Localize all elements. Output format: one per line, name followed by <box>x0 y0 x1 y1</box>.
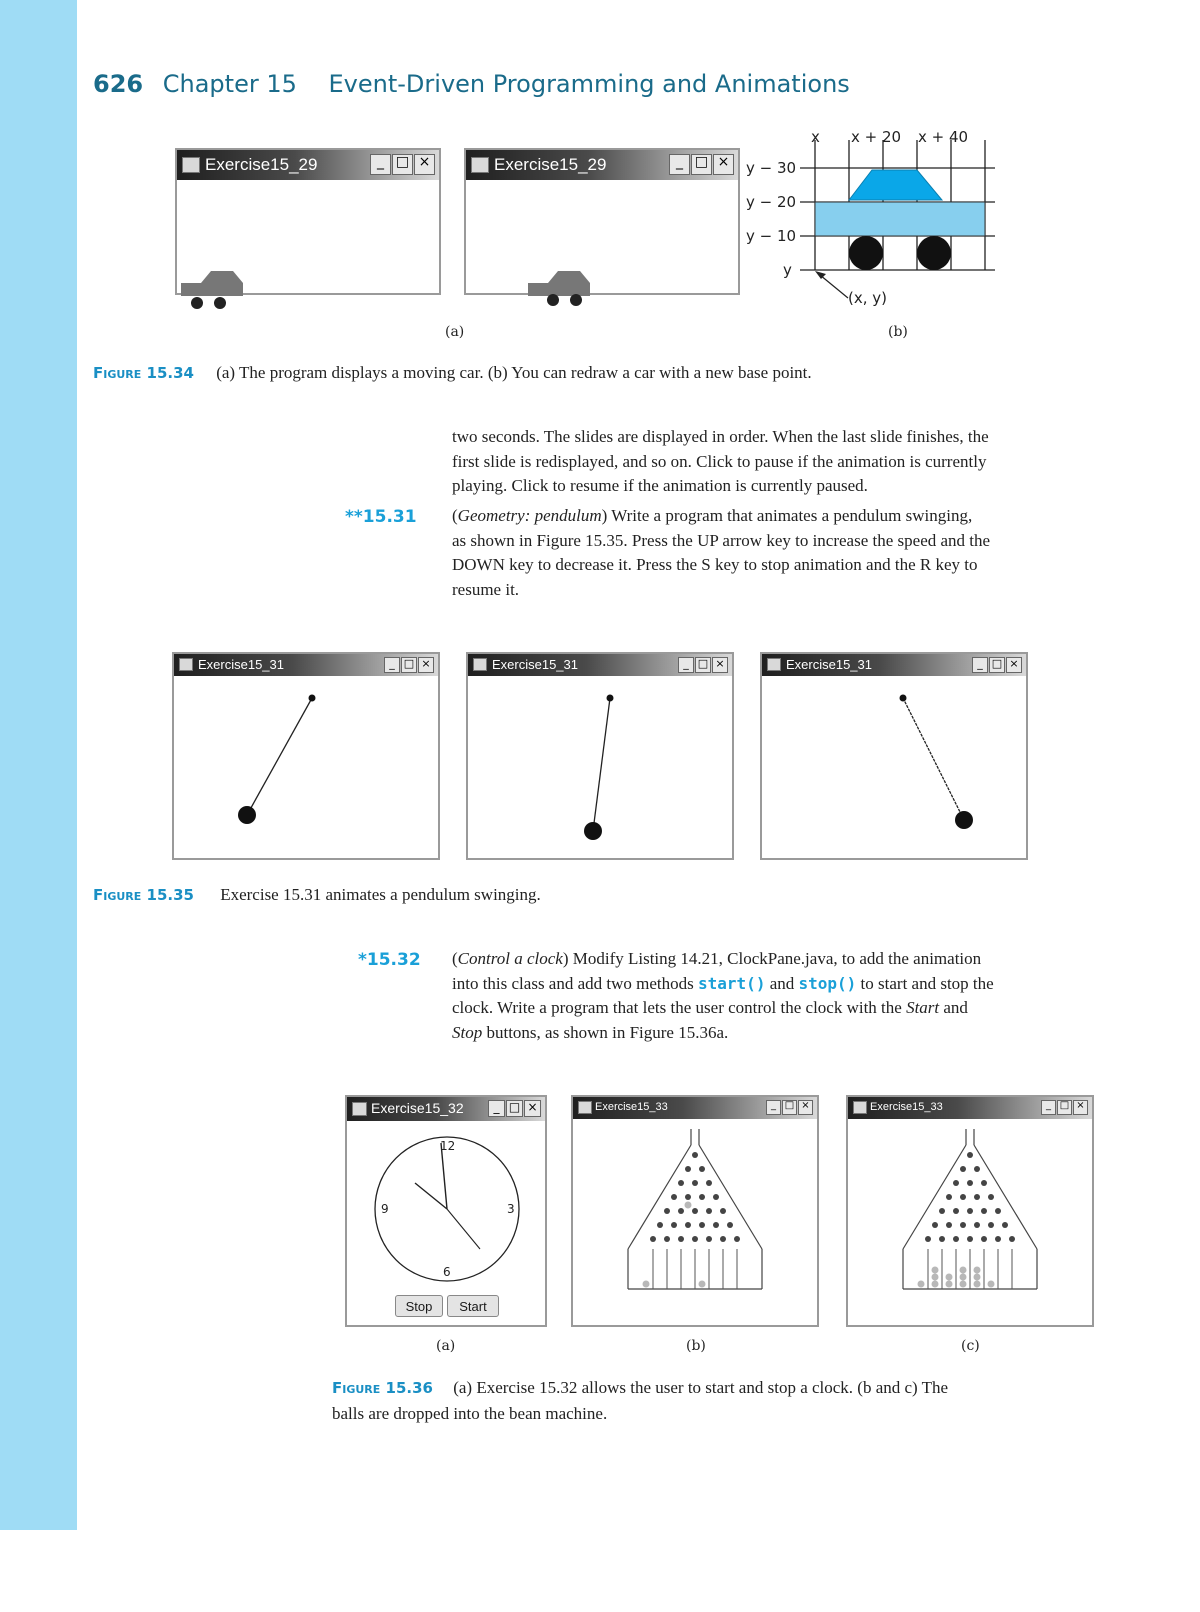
ball <box>918 1281 925 1288</box>
text-word: and <box>769 973 795 993</box>
exercise-text: (Control a clock) Modify Listing 14.21, ClockPane.java, to add the animation into this class and add two methods start() and stop() to start and stop the clock. Write a program that lets the user control the clock with the Start and Stop buttons, as shown in Figure 15.36a. <box>452 949 994 1042</box>
text-line: as shown in Figure 15.35. Press the UP arrow key to increase the speed and the <box>452 530 991 550</box>
minimize-icon[interactable]: _ <box>488 1100 505 1117</box>
title-bar <box>468 654 732 676</box>
ball <box>685 1202 692 1209</box>
funnel-wall <box>974 1145 1037 1249</box>
peg <box>988 1222 994 1228</box>
text-line: resume it. <box>452 579 520 599</box>
maximize-icon[interactable]: □ <box>506 1100 523 1117</box>
figure-label: Figure 15.35 <box>93 886 194 904</box>
close-icon[interactable]: × <box>1073 1100 1088 1115</box>
peg <box>692 1180 698 1186</box>
peg <box>720 1208 726 1214</box>
car-wheel <box>547 294 559 306</box>
clock-number-9: 9 <box>381 1202 389 1216</box>
car-wheel <box>570 294 582 306</box>
peg <box>699 1166 705 1172</box>
text-line: to start and stop the <box>860 973 994 993</box>
peg <box>967 1152 973 1158</box>
peg <box>671 1194 677 1200</box>
caption-text: (a) Exercise 15.32 allows the user to start and stop a clock. (b and c) The <box>453 1378 949 1397</box>
exercise-number: **15.31 <box>345 507 417 527</box>
peg <box>685 1222 691 1228</box>
label-y30: y − 30 <box>746 159 797 177</box>
close-icon[interactable]: × <box>524 1100 541 1117</box>
bean-machine-canvas <box>848 1119 1092 1325</box>
pendulum-rod <box>247 698 312 815</box>
car-window-1 <box>175 148 441 295</box>
car-body <box>815 202 985 236</box>
text-word: and <box>943 998 968 1017</box>
ball <box>974 1274 981 1281</box>
clock-number-6: 6 <box>443 1265 451 1279</box>
peg <box>678 1236 684 1242</box>
subfigure-label: (b) <box>686 1338 706 1354</box>
pendulum-canvas <box>174 676 438 858</box>
label-y20: y − 20 <box>746 193 797 211</box>
peg <box>939 1208 945 1214</box>
title-bar <box>174 654 438 676</box>
app-icon <box>179 658 193 671</box>
figure-caption <box>93 363 812 383</box>
close-icon[interactable]: × <box>713 154 734 175</box>
peg <box>734 1236 740 1242</box>
pendulum-window-1 <box>172 652 440 860</box>
close-icon[interactable]: × <box>418 657 434 673</box>
pendulum-bob <box>238 806 256 824</box>
pendulum-pivot <box>607 695 614 702</box>
car-body <box>528 283 590 296</box>
subfigure-label: (a) <box>436 1338 456 1354</box>
text-line: Modify Listing 14.21, ClockPane.java, to add the animation <box>572 949 982 968</box>
pendulum-canvas <box>468 676 732 858</box>
window-title: Exercise15_31 <box>198 657 284 672</box>
ball <box>946 1274 953 1281</box>
car-base-point-diagram <box>746 128 1070 320</box>
minimize-icon[interactable]: _ <box>972 657 988 673</box>
window-title: Exercise15_29 <box>494 155 607 174</box>
peg <box>974 1166 980 1172</box>
label-x: x <box>811 128 820 146</box>
funnel-wall <box>628 1145 691 1249</box>
pendulum-bob <box>955 811 973 829</box>
peg <box>981 1180 987 1186</box>
funnel-wall <box>903 1145 966 1249</box>
ball <box>974 1267 981 1274</box>
ball <box>960 1281 967 1288</box>
peg <box>706 1180 712 1186</box>
text-line: playing. Click to resume if the animation is currently paused. <box>452 476 868 495</box>
ball <box>946 1281 953 1288</box>
car-wheel <box>191 297 203 309</box>
minimize-icon[interactable]: _ <box>370 154 391 175</box>
close-icon[interactable]: × <box>798 1100 813 1115</box>
title-bar <box>573 1097 817 1119</box>
app-icon <box>767 658 781 671</box>
window-title: Exercise15_32 <box>371 1100 464 1116</box>
label-y: y <box>783 261 792 279</box>
start-button[interactable]: Start <box>447 1295 499 1317</box>
peg <box>713 1194 719 1200</box>
app-icon <box>853 1101 867 1114</box>
car-window-2 <box>464 148 740 295</box>
peg <box>657 1222 663 1228</box>
pendulum-pivot <box>900 695 907 702</box>
peg <box>981 1208 987 1214</box>
ball <box>932 1267 939 1274</box>
clock-number-12: 12 <box>440 1139 456 1153</box>
peg <box>953 1208 959 1214</box>
peg <box>678 1208 684 1214</box>
hour-hand <box>415 1183 447 1209</box>
app-icon <box>473 658 487 671</box>
ball <box>974 1281 981 1288</box>
app-icon <box>578 1101 592 1114</box>
pendulum-rod <box>903 698 964 820</box>
peg <box>967 1180 973 1186</box>
figure-caption <box>332 1375 948 1427</box>
peg <box>685 1166 691 1172</box>
peg <box>953 1236 959 1242</box>
peg <box>1009 1236 1015 1242</box>
window-title: Exercise15_33 <box>870 1101 943 1113</box>
label-x40: x + 40 <box>918 128 969 146</box>
car-wheel <box>849 236 883 270</box>
chapter-title: Event-Driven Programming and Animations <box>328 70 850 98</box>
paragraph <box>452 425 989 499</box>
text-word: Stop <box>452 1022 483 1042</box>
peg <box>664 1208 670 1214</box>
window-title: Exercise15_29 <box>205 155 318 174</box>
subfigure-label: (b) <box>888 324 908 340</box>
close-icon[interactable]: × <box>712 657 728 673</box>
text-word: Start <box>906 998 940 1017</box>
text-line: into this class and add two methods <box>452 973 694 993</box>
peg <box>960 1222 966 1228</box>
peg <box>727 1222 733 1228</box>
text-line: first slide is redisplayed, and so on. Click to pause if the animation is currently <box>452 451 987 471</box>
title-bar <box>347 1097 545 1121</box>
peg <box>988 1194 994 1200</box>
window-title: Exercise15_33 <box>595 1101 668 1113</box>
exercise-text: (Geometry: pendulum) Write a program that animates a pendulum swinging, as shown in Figure 15.35. Press the UP arrow key to increase the speed and the DOWN key to decrease it. Press the S key to stop animation and the R key to resume it. <box>452 504 990 602</box>
maximize-icon[interactable]: □ <box>695 657 711 673</box>
maximize-icon[interactable]: □ <box>691 154 712 175</box>
app-icon <box>352 1102 367 1116</box>
peg <box>720 1236 726 1242</box>
window-title: Exercise15_31 <box>786 657 872 672</box>
peg <box>713 1222 719 1228</box>
caption-text: balls are dropped into the bean machine. <box>332 1404 608 1423</box>
maximize-icon[interactable]: □ <box>782 1100 797 1115</box>
peg <box>706 1236 712 1242</box>
bean-machine-window-c <box>846 1095 1094 1327</box>
figure-caption <box>93 885 541 905</box>
minimize-icon[interactable]: _ <box>1041 1100 1056 1115</box>
peg <box>995 1208 1001 1214</box>
peg <box>1002 1222 1008 1228</box>
peg <box>953 1180 959 1186</box>
subfigure-label: (a) <box>445 324 465 340</box>
pendulum-bob <box>584 822 602 840</box>
maximize-icon[interactable]: □ <box>989 657 1005 673</box>
ball <box>960 1274 967 1281</box>
side-band <box>0 0 77 1530</box>
text-line: DOWN key to decrease it. Press the S key to stop animation and the R key to <box>452 555 978 574</box>
peg <box>974 1194 980 1200</box>
peg <box>925 1236 931 1242</box>
pendulum-pivot <box>309 695 316 702</box>
maximize-icon[interactable]: □ <box>1057 1100 1072 1115</box>
label-base-point: (x, y) <box>848 289 887 307</box>
label-y10: y − 10 <box>746 227 797 245</box>
peg <box>946 1222 952 1228</box>
bean-machine-window-b <box>571 1095 819 1327</box>
funnel-wall <box>699 1145 762 1249</box>
peg <box>692 1152 698 1158</box>
app-icon <box>471 157 489 173</box>
peg <box>671 1222 677 1228</box>
app-icon <box>182 157 200 173</box>
ball <box>932 1274 939 1281</box>
peg <box>692 1208 698 1214</box>
maximize-icon[interactable]: □ <box>401 657 417 673</box>
text-line: Write a program that animates a pendulum swinging, <box>611 506 973 525</box>
figure-label: Figure 15.34 <box>93 364 194 382</box>
peg <box>692 1236 698 1242</box>
peg <box>699 1194 705 1200</box>
car-wheel <box>214 297 226 309</box>
peg <box>960 1194 966 1200</box>
peg <box>678 1180 684 1186</box>
title-bar <box>466 150 738 180</box>
ball <box>699 1281 706 1288</box>
car-wheel <box>917 236 951 270</box>
close-icon[interactable]: × <box>1006 657 1022 673</box>
chapter-label: Chapter 15 <box>162 70 297 98</box>
clock-window <box>345 1095 547 1327</box>
peg <box>967 1236 973 1242</box>
window-title: Exercise15_31 <box>492 657 578 672</box>
pendulum-window-2 <box>466 652 734 860</box>
pendulum-window-3 <box>760 652 1028 860</box>
peg <box>995 1236 1001 1242</box>
text-line: two seconds. The slides are displayed in order. When the last slide finishes, the <box>452 427 989 446</box>
pendulum-canvas <box>762 676 1026 858</box>
ball <box>988 1281 995 1288</box>
title-bar <box>177 150 439 180</box>
close-icon[interactable]: × <box>414 154 435 175</box>
peg <box>967 1208 973 1214</box>
title-bar <box>762 654 1026 676</box>
second-hand <box>447 1209 480 1249</box>
page-header <box>93 70 850 98</box>
peg <box>974 1222 980 1228</box>
minimize-icon[interactable]: _ <box>766 1100 781 1115</box>
minimize-icon[interactable]: _ <box>678 657 694 673</box>
peg <box>939 1236 945 1242</box>
car-canvas <box>466 180 738 293</box>
peg <box>650 1236 656 1242</box>
peg <box>699 1222 705 1228</box>
ball <box>960 1267 967 1274</box>
pendulum-rod <box>593 698 610 831</box>
exercise-topic: Geometry: pendulum <box>457 506 602 525</box>
pointer-arrow <box>820 275 848 298</box>
car-roof <box>548 271 590 283</box>
page-number: 626 <box>93 70 144 98</box>
car-roof <box>849 170 942 200</box>
exercise-number: *15.32 <box>358 950 421 970</box>
exercise-topic: Control a clock <box>457 949 563 968</box>
peg <box>960 1166 966 1172</box>
caption-text: Exercise 15.31 animates a pendulum swinging. <box>220 885 541 904</box>
subfigure-label: (c) <box>961 1338 980 1354</box>
peg <box>706 1208 712 1214</box>
title-bar <box>848 1097 1092 1119</box>
peg <box>946 1194 952 1200</box>
peg <box>685 1194 691 1200</box>
maximize-icon[interactable]: □ <box>392 154 413 175</box>
clock-number-3: 3 <box>507 1202 515 1216</box>
ball <box>643 1281 650 1288</box>
clock-canvas <box>347 1121 545 1325</box>
figure-label: Figure 15.36 <box>332 1379 433 1397</box>
text-line: clock. Write a program that lets the user control the clock with the <box>452 998 902 1017</box>
stop-button[interactable]: Stop <box>395 1295 443 1317</box>
ball <box>932 1281 939 1288</box>
peg <box>664 1236 670 1242</box>
caption-text: (a) The program displays a moving car. (b) You can redraw a car with a new base point. <box>216 363 812 382</box>
label-x20: x + 20 <box>851 128 902 146</box>
peg <box>932 1222 938 1228</box>
minimize-icon[interactable]: _ <box>384 657 400 673</box>
text-line: buttons, as shown in Figure 15.36a. <box>486 1022 729 1042</box>
code-start: start() <box>698 973 766 993</box>
code-stop: stop() <box>798 973 857 993</box>
bean-machine-canvas <box>573 1119 817 1325</box>
minimize-icon[interactable]: _ <box>669 154 690 175</box>
peg <box>981 1236 987 1242</box>
